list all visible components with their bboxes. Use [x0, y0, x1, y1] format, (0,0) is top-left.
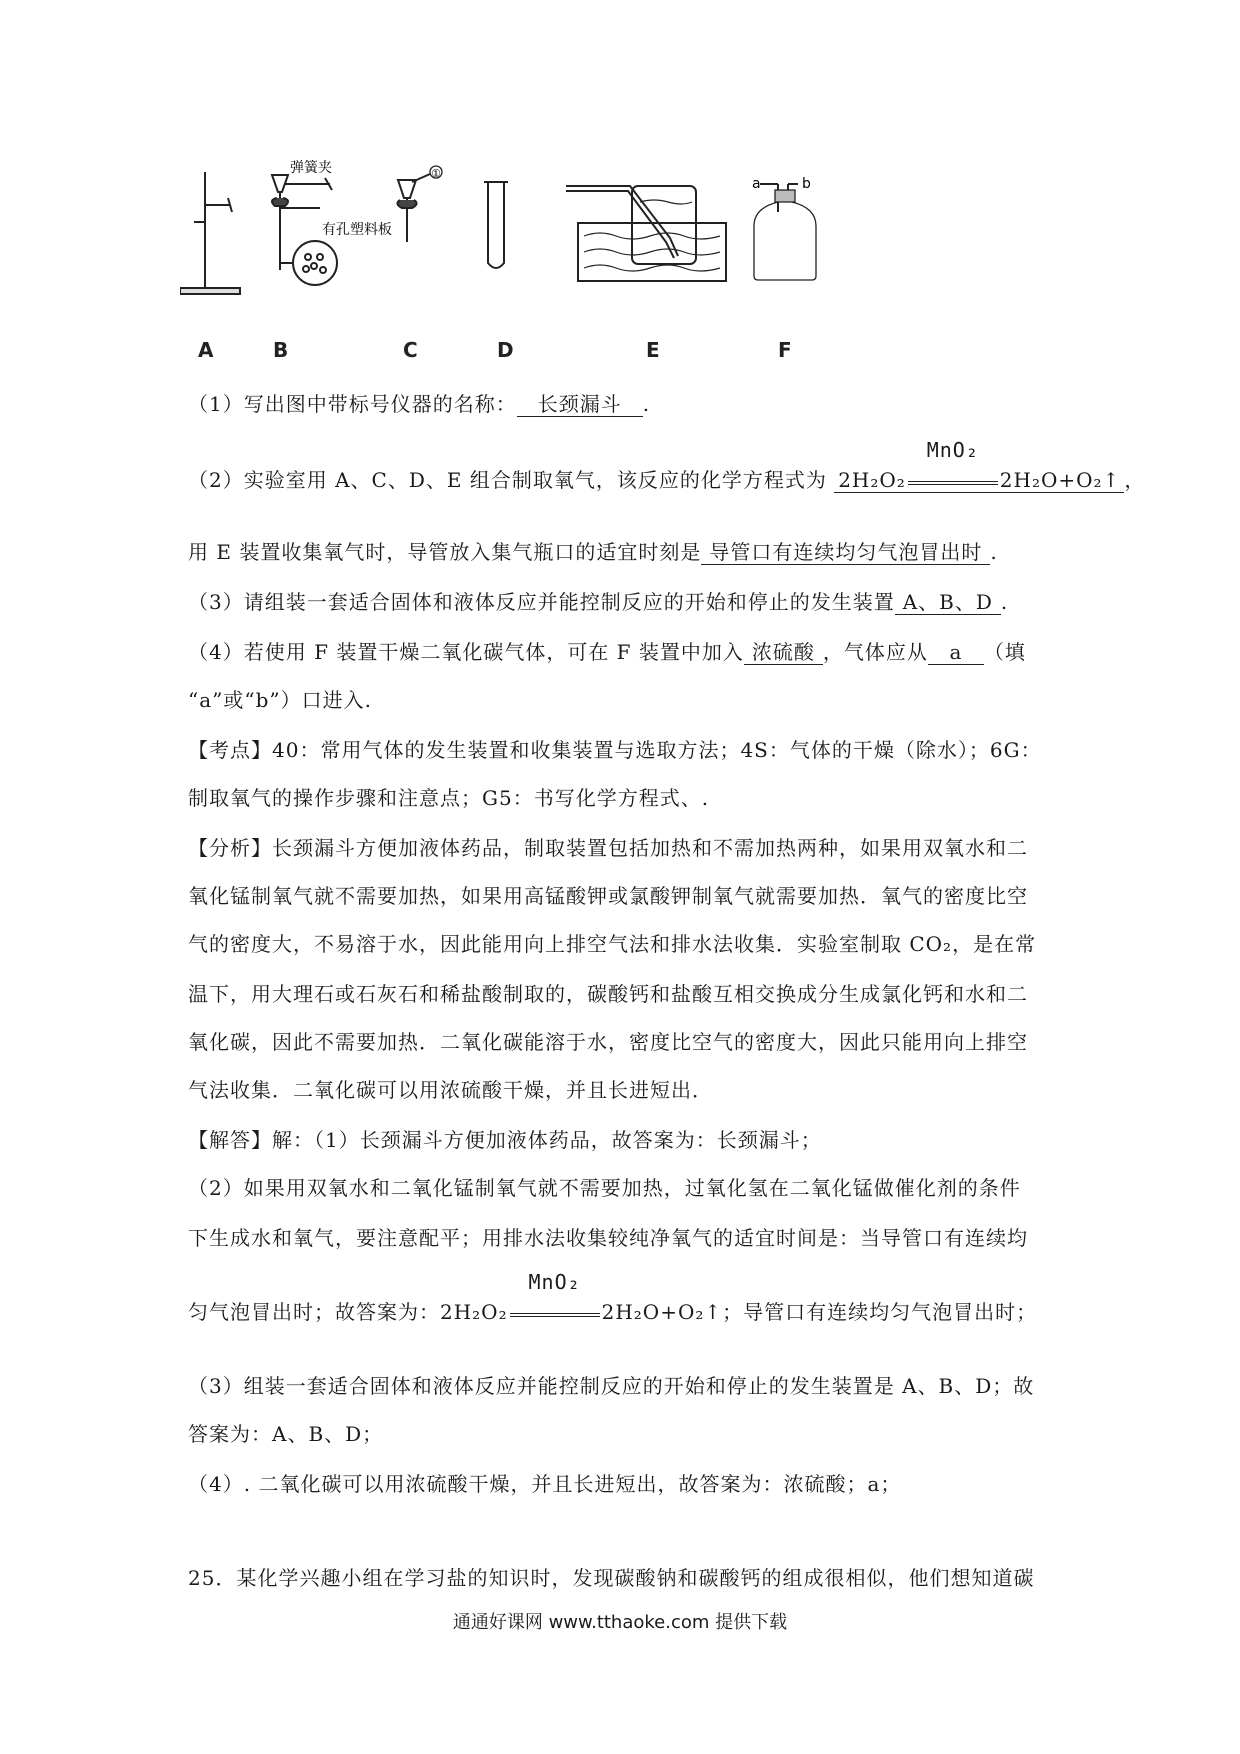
- label-porous-plate: 有孔塑料板: [322, 222, 392, 238]
- question-2-text: （2）实验室用 A、C、D、E 组合制取氧气，该反应的化学方程式为: [188, 468, 827, 492]
- question-4-suffix: （填: [983, 640, 1026, 664]
- question-2-line-2-suffix: .: [990, 540, 998, 564]
- jieda-answer-3-line-2: 答案为：A、B、D；: [188, 1422, 384, 1446]
- apparatus-figure: [180, 160, 1080, 370]
- apparatus-e-trough: [566, 186, 726, 281]
- figure-label-f: F: [778, 338, 792, 362]
- jieda-answer-4: （4）. 二氧化碳可以用浓硫酸干燥，并且长进短出，故答案为：浓硫酸；a；: [188, 1472, 902, 1496]
- label-f-b: b: [802, 176, 811, 192]
- figure-label-a: A: [198, 338, 214, 362]
- fenxi-line-6: 气法收集．二氧化碳可以用浓硫酸干燥，并且长进短出．: [188, 1078, 713, 1102]
- jieda-equation-reactant: 2H₂O₂: [440, 1300, 508, 1324]
- fenxi-line-4: 温下，用大理石或石灰石和稀盐酸制取的，碳酸钙和盐酸互相交换成分生成氯化钙和水和二: [188, 982, 1028, 1006]
- jieda-equation-arrow: [508, 1270, 602, 1324]
- question-4-answer-2: a: [928, 640, 984, 665]
- label-f-a: a: [752, 176, 761, 192]
- question-3-text: （3）请组装一套适合固体和液体反应并能控制反应的开始和停止的发生装置: [188, 590, 895, 614]
- question-2: [188, 438, 1146, 493]
- apparatus-a-iron-stand: [180, 172, 240, 294]
- apparatus-drawing: [180, 160, 1080, 370]
- question-2-line-2-answer: 导管口有连续均匀气泡冒出时: [701, 540, 990, 565]
- jieda-answer-1: 【解答】解：（1）长颈漏斗方便加液体药品，故答案为：长颈漏斗；: [188, 1128, 822, 1152]
- equation-arrow: [906, 438, 1000, 492]
- fenxi-line-1: 【分析】长颈漏斗方便加液体药品，制取装置包括加热和不需加热两种，如果用双氧水和二: [188, 836, 1028, 860]
- kaodian-line-1: 【考点】40：常用气体的发生装置和收集装置与选取方法；4S：气体的干燥（除水）；6G：: [188, 738, 1042, 762]
- jieda-answer-2-line-3: [188, 1270, 1058, 1324]
- jieda-answer-2-line-3-text: 匀气泡冒出时；故答案为：: [188, 1300, 440, 1324]
- question-4-text: （4）若使用 F 装置干燥二氧化碳气体，可在 F 装置中加入: [188, 640, 744, 664]
- question-1-answer: 长颈漏斗: [517, 392, 643, 417]
- question-2-line-2-text: 用 E 装置收集氧气时，导管放入集气瓶口的适宜时刻是: [188, 540, 702, 564]
- question-4: [188, 640, 1058, 665]
- jieda-answer-2-line-2: 下生成水和氧气，要注意配平；用排水法收集较纯净氧气的适宜时间是：当导管口有连续均: [188, 1226, 1028, 1250]
- figure-label-c: C: [403, 338, 418, 362]
- fenxi-line-3: 气的密度大，不易溶于水，因此能用向上排空气法和排水法收集．实验室制取 CO₂，是在常: [188, 932, 1037, 956]
- equation-reactant: 2H₂O₂: [838, 468, 906, 492]
- label-instrument-1: ①: [431, 167, 441, 180]
- jieda-equation-catalyst: MnO₂: [528, 1270, 581, 1294]
- question-3-suffix: .: [1000, 590, 1009, 614]
- kaodian-line-2: 制取氧气的操作步骤和注意点；G5：书写化学方程式、.: [188, 786, 710, 810]
- question-1: [188, 392, 1058, 417]
- question-2-suffix: ，: [1124, 468, 1146, 492]
- figure-label-e: E: [646, 338, 660, 362]
- question-4-answer-1: 浓硫酸: [744, 640, 823, 665]
- fenxi-line-2: 氧化锰制氧气就不需要加热，如果用高锰酸钾或氯酸钾制氧气就需要加热．氧气的密度比空: [188, 884, 1028, 908]
- question-1-suffix: .: [642, 392, 651, 416]
- question-3: [188, 590, 1058, 615]
- page-footer: 通通好课网 www.tthaoke.com 提供下载: [452, 1612, 788, 1633]
- jieda-answer-3-line-1: （3）组装一套适合固体和液体反应并能控制反应的开始和停止的发生装置是 A、B、D；故: [188, 1374, 1035, 1398]
- figure-label-d: D: [497, 338, 514, 362]
- question-1-text: （1）写出图中带标号仪器的名称：: [188, 392, 517, 416]
- question-2-line-2: [188, 540, 1058, 565]
- jieda-equation-product: 2H₂O+O₂↑: [601, 1300, 723, 1324]
- question-4-middle: ，气体应从: [822, 640, 928, 664]
- equation-catalyst: MnO₂: [926, 438, 979, 462]
- jieda-answer-2-line-3-suffix: ；导管口有连续均匀气泡冒出时；: [722, 1300, 1038, 1324]
- jieda-answer-2-line-1: （2）如果用双氧水和二氧化锰制氧气就不需要加热，过氧化氢在二氧化锰做催化剂的条件: [188, 1176, 1021, 1200]
- apparatus-f-bottle: [754, 184, 816, 280]
- figure-label-b: B: [273, 338, 289, 362]
- question-3-answer: A、B、D: [895, 590, 1001, 615]
- question-2-equation-blank: [834, 438, 1124, 493]
- fenxi-line-5: 氧化碳，因此不需要加热．二氧化碳能溶于水，密度比空气的密度大，因此只能用向上排空: [188, 1030, 1028, 1054]
- question-25: 25．某化学兴趣小组在学习盐的知识时，发现碳酸钠和碳酸钙的组成很相似，他们想知道碳: [188, 1566, 1035, 1590]
- question-4-line-2: “a”或“b”）口进入.: [188, 688, 372, 712]
- apparatus-d-test-tube: [484, 182, 508, 268]
- label-spring-clip: 弹簧夹: [290, 160, 332, 176]
- equation-product: 2H₂O+O₂↑: [999, 468, 1121, 492]
